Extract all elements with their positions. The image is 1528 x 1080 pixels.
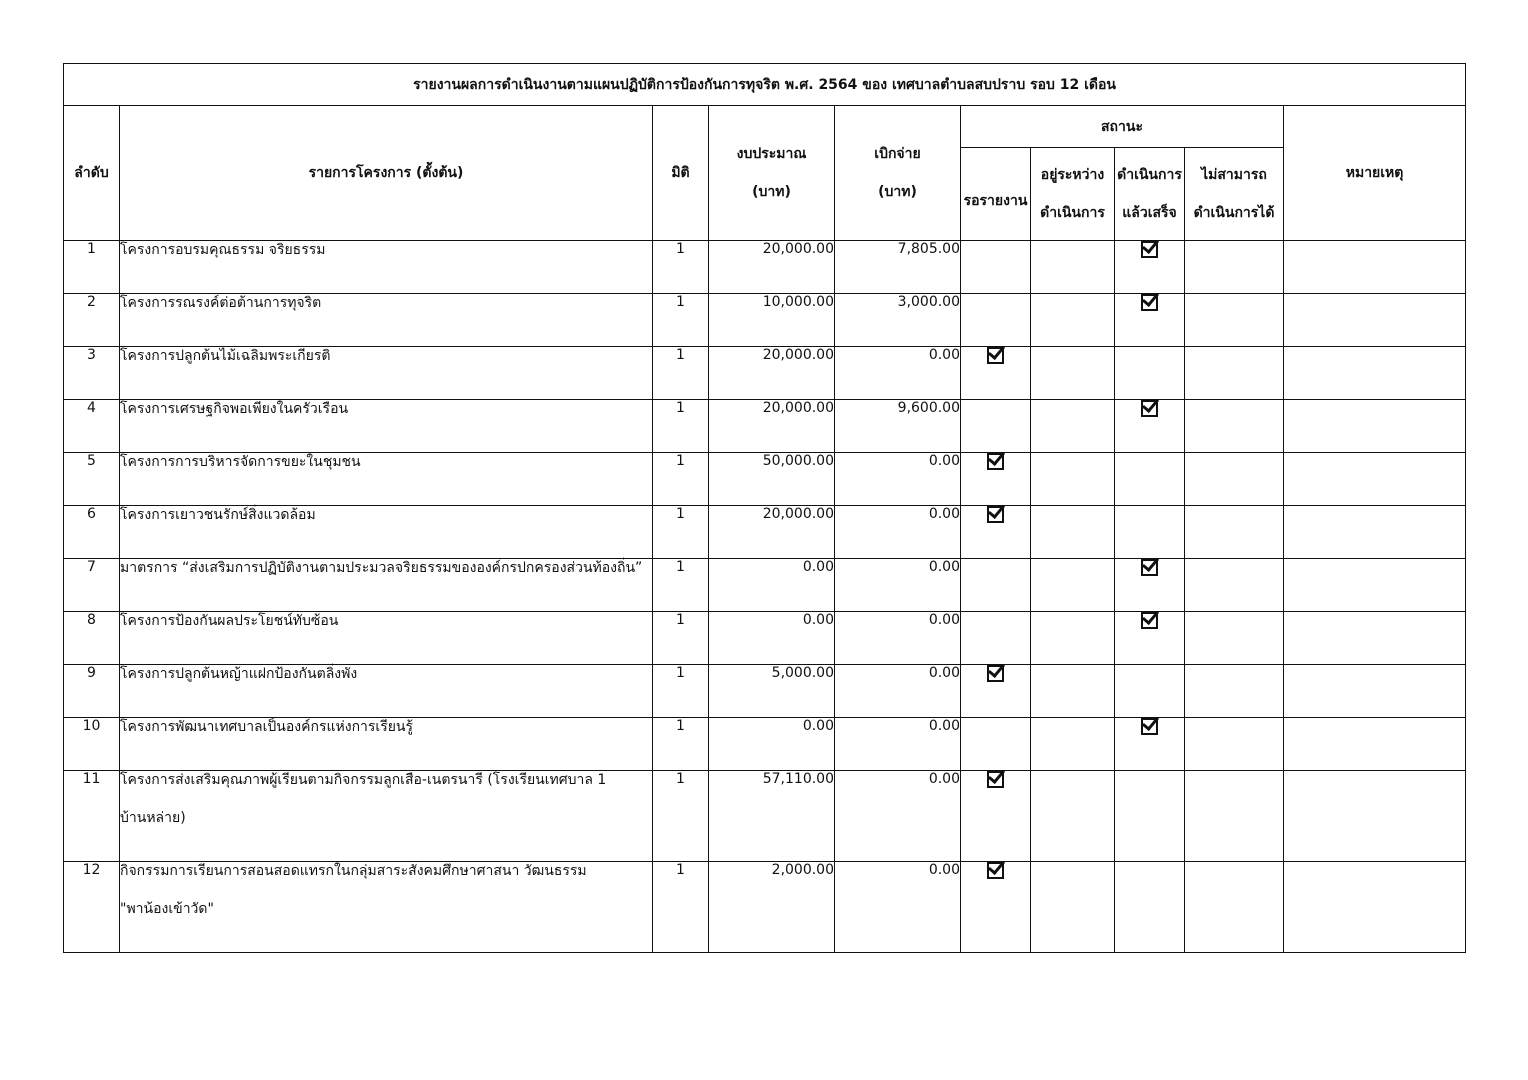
status-cell-done xyxy=(1115,294,1185,347)
status-cell-waiting xyxy=(961,771,1031,862)
spent-value: 0.00 xyxy=(835,453,961,506)
row-number: 2 xyxy=(64,294,120,347)
header-dimension: มิติ xyxy=(653,106,709,241)
budget-value: 20,000.00 xyxy=(709,241,835,294)
remark-cell xyxy=(1284,294,1466,347)
project-name-line2: บ้านหล่าย) xyxy=(120,810,186,826)
header-budget xyxy=(709,106,835,241)
report-title: รายงานผลการดำเนินงานตามแผนปฏิบัติการป้องกันการทุจริต พ.ศ. 2564 ของ เทศบาลตำบลสบปราบ รอบ 12 เดือน xyxy=(64,64,1466,106)
row-number: 8 xyxy=(64,612,120,665)
budget-value: 0.00 xyxy=(709,559,835,612)
row-number: 1 xyxy=(64,241,120,294)
status-cell-waiting xyxy=(961,718,1031,771)
remark-cell xyxy=(1284,718,1466,771)
spent-value: 0.00 xyxy=(835,506,961,559)
dimension-value: 1 xyxy=(653,294,709,347)
status-cell-unable xyxy=(1185,400,1284,453)
budget-value: 20,000.00 xyxy=(709,506,835,559)
status-cell-waiting xyxy=(961,665,1031,718)
status-cell-done xyxy=(1115,453,1185,506)
row-number: 9 xyxy=(64,665,120,718)
project-name-line1: มาตรการ “ส่งเสริมการปฏิบัติงานตามประมวลจริยธรรมขององค์กรปกครองส่วนท้องถิ่น” xyxy=(120,560,643,576)
spent-value: 3,000.00 xyxy=(835,294,961,347)
header-spent-line2: (บาท) xyxy=(878,184,917,200)
status-cell-inprogress xyxy=(1031,400,1115,453)
remark-cell xyxy=(1284,665,1466,718)
status-cell-unable xyxy=(1185,294,1284,347)
header-status-waiting-label: รอรายงาน xyxy=(963,193,1028,209)
header-status-unable xyxy=(1185,148,1284,241)
header-done-line2: แล้วเสร็จ xyxy=(1122,205,1177,221)
project-name-line1: โครงการส่งเสริมคุณภาพผู้เรียนตามกิจกรรมลูกเสือ-เนตรนารี (โรงเรียนเทศบาล 1 xyxy=(120,772,607,788)
status-cell-unable xyxy=(1185,718,1284,771)
header-no: ลำดับ xyxy=(64,106,120,241)
row-number: 12 xyxy=(64,862,120,953)
budget-value: 57,110.00 xyxy=(709,771,835,862)
project-name xyxy=(120,771,653,862)
dimension-value: 1 xyxy=(653,347,709,400)
remark-cell xyxy=(1284,241,1466,294)
project-name-line1: โครงการการบริหารจัดการขยะในชุมชน xyxy=(120,454,361,470)
spent-value: 9,600.00 xyxy=(835,400,961,453)
spent-value: 0.00 xyxy=(835,665,961,718)
status-cell-inprogress xyxy=(1031,453,1115,506)
dimension-value: 1 xyxy=(653,718,709,771)
status-cell-waiting xyxy=(961,612,1031,665)
row-number: 10 xyxy=(64,718,120,771)
status-cell-inprogress xyxy=(1031,718,1115,771)
remark-cell xyxy=(1284,612,1466,665)
status-cell-inprogress xyxy=(1031,559,1115,612)
checkbox-checked-icon xyxy=(1141,559,1158,576)
status-cell-done xyxy=(1115,559,1185,612)
project-name-line1: โครงการอบรมคุณธรรม จริยธรรม xyxy=(120,242,326,258)
status-cell-inprogress xyxy=(1031,347,1115,400)
header-inprogress-line1: อยู่ระหว่าง xyxy=(1040,167,1105,183)
report-table xyxy=(63,63,1466,953)
checkbox-checked-icon xyxy=(1141,718,1158,735)
header-spent xyxy=(835,106,961,241)
status-cell-waiting xyxy=(961,453,1031,506)
budget-value: 20,000.00 xyxy=(709,400,835,453)
spent-value: 7,805.00 xyxy=(835,241,961,294)
status-cell-inprogress xyxy=(1031,771,1115,862)
status-cell-unable xyxy=(1185,771,1284,862)
status-cell-done xyxy=(1115,862,1185,953)
row-number: 7 xyxy=(64,559,120,612)
status-cell-unable xyxy=(1185,862,1284,953)
header-status: สถานะ xyxy=(961,106,1284,148)
header-spent-line1: เบิกจ่าย xyxy=(874,146,921,162)
budget-value: 2,000.00 xyxy=(709,862,835,953)
status-cell-inprogress xyxy=(1031,294,1115,347)
dimension-value: 1 xyxy=(653,453,709,506)
dimension-value: 1 xyxy=(653,241,709,294)
header-done-line1: ดำเนินการ xyxy=(1117,167,1182,183)
remark-cell xyxy=(1284,400,1466,453)
spent-value: 0.00 xyxy=(835,612,961,665)
budget-value: 0.00 xyxy=(709,718,835,771)
spent-value: 0.00 xyxy=(835,347,961,400)
remark-cell xyxy=(1284,347,1466,400)
status-cell-inprogress xyxy=(1031,862,1115,953)
status-cell-unable xyxy=(1185,612,1284,665)
status-cell-unable xyxy=(1185,665,1284,718)
spent-value: 0.00 xyxy=(835,559,961,612)
dimension-value: 1 xyxy=(653,559,709,612)
status-cell-done xyxy=(1115,506,1185,559)
header-remark: หมายเหตุ xyxy=(1284,106,1466,241)
status-cell-waiting xyxy=(961,241,1031,294)
table-body xyxy=(64,241,1466,953)
status-cell-done xyxy=(1115,612,1185,665)
status-cell-done xyxy=(1115,665,1185,718)
project-name-line1: โครงการปลูกต้นหญ้าแฝกป้องกันตลิ่งพัง xyxy=(120,666,358,682)
status-cell-waiting xyxy=(961,862,1031,953)
status-cell-inprogress xyxy=(1031,506,1115,559)
checkbox-checked-icon xyxy=(987,453,1004,470)
header-budget-line1: งบประมาณ xyxy=(736,146,807,162)
project-name-line1: โครงการปลูกต้นไม้เฉลิมพระเกียรติ xyxy=(120,348,331,364)
header-status-waiting xyxy=(961,148,1031,241)
header-budget-line2: (บาท) xyxy=(752,184,791,200)
checkbox-checked-icon xyxy=(1141,241,1158,258)
table-row xyxy=(64,862,1466,953)
spent-value: 0.00 xyxy=(835,718,961,771)
remark-cell xyxy=(1284,453,1466,506)
status-cell-unable xyxy=(1185,559,1284,612)
checkbox-checked-icon xyxy=(987,347,1004,364)
checkbox-checked-icon xyxy=(1141,294,1158,311)
project-name-line1: โครงการเศรษฐกิจพอเพียงในครัวเรือน xyxy=(120,401,349,417)
project-name-line1: กิจกรรมการเรียนการสอนสอดแทรกในกลุ่มสาระสังคมศึกษาศาสนา วัฒนธรรม xyxy=(120,863,587,879)
dimension-value: 1 xyxy=(653,771,709,862)
dimension-value: 1 xyxy=(653,506,709,559)
status-cell-unable xyxy=(1185,241,1284,294)
budget-value: 10,000.00 xyxy=(709,294,835,347)
table-row xyxy=(64,771,1466,862)
status-cell-waiting xyxy=(961,506,1031,559)
status-cell-inprogress xyxy=(1031,241,1115,294)
status-cell-done xyxy=(1115,718,1185,771)
checkbox-checked-icon xyxy=(987,506,1004,523)
status-cell-done xyxy=(1115,241,1185,294)
checkbox-checked-icon xyxy=(1141,612,1158,629)
checkbox-checked-icon xyxy=(987,771,1004,788)
remark-cell xyxy=(1284,506,1466,559)
budget-value: 0.00 xyxy=(709,612,835,665)
project-name-line1: โครงการพัฒนาเทศบาลเป็นองค์กรแห่งการเรียนรู้ xyxy=(120,719,414,735)
budget-value: 5,000.00 xyxy=(709,665,835,718)
dimension-value: 1 xyxy=(653,862,709,953)
remark-cell xyxy=(1284,559,1466,612)
row-number: 5 xyxy=(64,453,120,506)
checkbox-checked-icon xyxy=(987,862,1004,879)
status-cell-waiting xyxy=(961,294,1031,347)
project-name-line1: โครงการเยาวชนรักษ์สิ่งแวดล้อม xyxy=(120,507,316,523)
project-name-line1: โครงการป้องกันผลประโยชน์ทับซ้อน xyxy=(120,613,339,629)
budget-value: 50,000.00 xyxy=(709,453,835,506)
project-name-line2: "พาน้องเข้าวัด" xyxy=(120,901,214,917)
status-cell-waiting xyxy=(961,347,1031,400)
header-unable-line1: ไม่สามารถ xyxy=(1201,167,1267,183)
header-inprogress-line2: ดำเนินการ xyxy=(1040,205,1105,221)
checkbox-checked-icon xyxy=(1141,400,1158,417)
status-cell-unable xyxy=(1185,506,1284,559)
checkbox-checked-icon xyxy=(987,665,1004,682)
header-status-inprogress xyxy=(1031,148,1115,241)
spent-value: 0.00 xyxy=(835,771,961,862)
status-cell-waiting xyxy=(961,559,1031,612)
project-name xyxy=(120,862,653,953)
row-number: 11 xyxy=(64,771,120,862)
dimension-value: 1 xyxy=(653,612,709,665)
status-cell-waiting xyxy=(961,400,1031,453)
row-number: 3 xyxy=(64,347,120,400)
status-cell-inprogress xyxy=(1031,665,1115,718)
header-unable-line2: ดำเนินการได้ xyxy=(1193,205,1275,221)
remark-cell xyxy=(1284,862,1466,953)
row-number: 6 xyxy=(64,506,120,559)
budget-value: 20,000.00 xyxy=(709,347,835,400)
dimension-value: 1 xyxy=(653,665,709,718)
header-project: รายการโครงการ (ตั้งต้น) xyxy=(120,106,653,241)
spent-value: 0.00 xyxy=(835,862,961,953)
status-cell-unable xyxy=(1185,347,1284,400)
header-status-done xyxy=(1115,148,1185,241)
status-cell-done xyxy=(1115,347,1185,400)
dimension-value: 1 xyxy=(653,400,709,453)
status-cell-inprogress xyxy=(1031,612,1115,665)
status-cell-done xyxy=(1115,771,1185,862)
status-cell-unable xyxy=(1185,453,1284,506)
project-name-line1: โครงการรณรงค์ต่อต้านการทุจริต xyxy=(120,295,322,311)
row-number: 4 xyxy=(64,400,120,453)
status-cell-done xyxy=(1115,400,1185,453)
remark-cell xyxy=(1284,771,1466,862)
